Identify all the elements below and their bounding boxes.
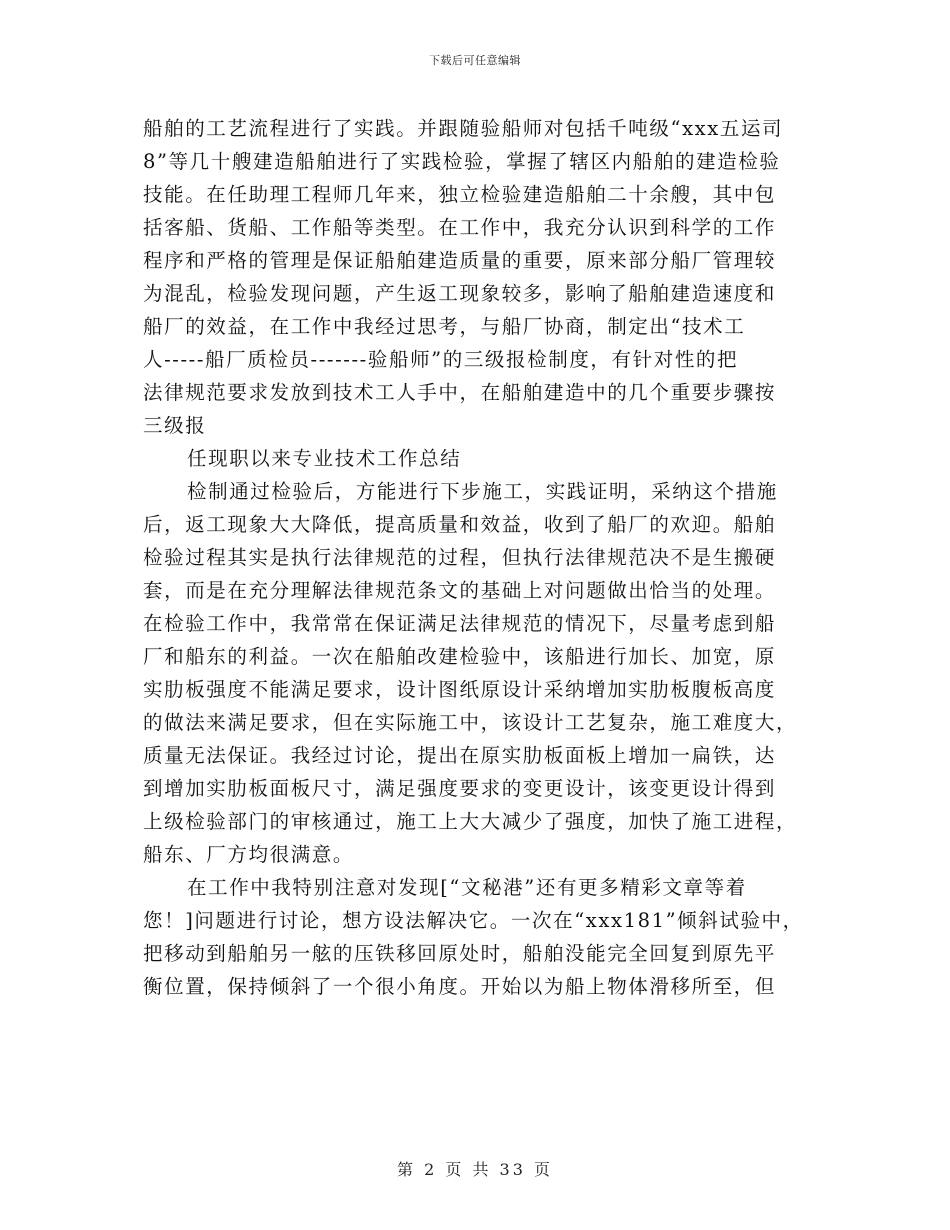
text-line: 程序和严格的管理是保证船舶建造质量的重要，原来部分船厂管理较 xyxy=(143,249,777,272)
text-line: 厂和船东的利益。一次在船舶改建检验中，该船进行加长、加宽，原 xyxy=(143,645,777,668)
text-line: 船舶的工艺流程进行了实践。并跟随验船师对包括千吨级“xxx五运司 xyxy=(143,117,784,140)
text-line: 船厂的效益，在工作中我经过思考，与船厂协商，制定出“技术工 xyxy=(143,315,746,338)
text-line: 技能。在任助理工程师几年来，独立检验建造船舶二十余艘，其中包 xyxy=(143,183,777,206)
text-line: 括客船、货船、工作船等类型。在工作中，我充分认识到科学的工作 xyxy=(143,216,777,239)
text-line: 套，而是在充分理解法律规范条文的基础上对问题做出恰当的处理。 xyxy=(143,579,777,602)
text-line: 任现职以来专业技术工作总结 xyxy=(187,447,462,470)
text-line: 在工作中我特别注意对发现[“文秘港”还有更多精彩文章等着 xyxy=(187,876,747,899)
text-line: 在检验工作中，我常常在保证满足法律规范的情况下，尽量考虑到船 xyxy=(143,612,777,635)
text-line: 衡位置，保持倾斜了一个很小角度。开始以为船上物体滑移所至，但 xyxy=(143,975,777,998)
text-line: 为混乱，检验发现问题，产生返工现象较多，影响了船舶建造速度和 xyxy=(143,282,777,305)
text-line: 到增加实肋板面板尺寸，满足强度要求的变更设计，该变更设计得到 xyxy=(143,777,777,800)
document-body xyxy=(143,112,813,1003)
text-line: 上级检验部门的审核通过，施工上大大减少了强度，加快了施工进程， xyxy=(143,810,798,833)
page-footer: 第 2 页 共 33 页 xyxy=(397,1160,553,1179)
text-line: 后，返工现象大大降低，提高质量和效益，收到了船厂的欢迎。船舶 xyxy=(143,513,777,536)
text-line: 8”等几十艘建造船舶进行了实践检验，掌握了辖区内船舶的建造检验 xyxy=(143,150,781,173)
text-line: 检验过程其实是执行法律规范的过程，但执行法律规范决不是生搬硬 xyxy=(143,546,777,569)
text-line: 检制通过检验后，方能进行下步施工，实践证明，采纳这个措施 xyxy=(187,480,778,503)
text-line: 法律规范要求发放到技术工人手中，在船舶建造中的几个重要步骤按 xyxy=(143,381,777,404)
page-header: 下载后可任意编辑 xyxy=(429,54,521,67)
text-line: 三级报 xyxy=(143,414,207,437)
text-line: 质量无法保证。我经过讨论，提出在原实肋板面板上增加一扁铁，达 xyxy=(143,744,777,767)
text-line: 人-----船厂质检员-------验船师”的三级报检制度，有针对性的把 xyxy=(143,348,739,371)
text-line: 的做法来满足要求，但在实际施工中，该设计工艺复杂，施工难度大， xyxy=(143,711,798,734)
text-line: 实肋板强度不能满足要求，设计图纸原设计采纳增加实肋板腹板高度 xyxy=(143,678,777,701)
text-line: 把移动到船舶另一舷的压铁移回原处时，船舶没能完全回复到原先平 xyxy=(143,942,777,965)
text-line: 您！]问题进行讨论，想方设法解决它。一次在“xxx181”倾斜试验中， xyxy=(143,909,804,932)
text-line: 船东、厂方均很满意。 xyxy=(143,843,355,866)
